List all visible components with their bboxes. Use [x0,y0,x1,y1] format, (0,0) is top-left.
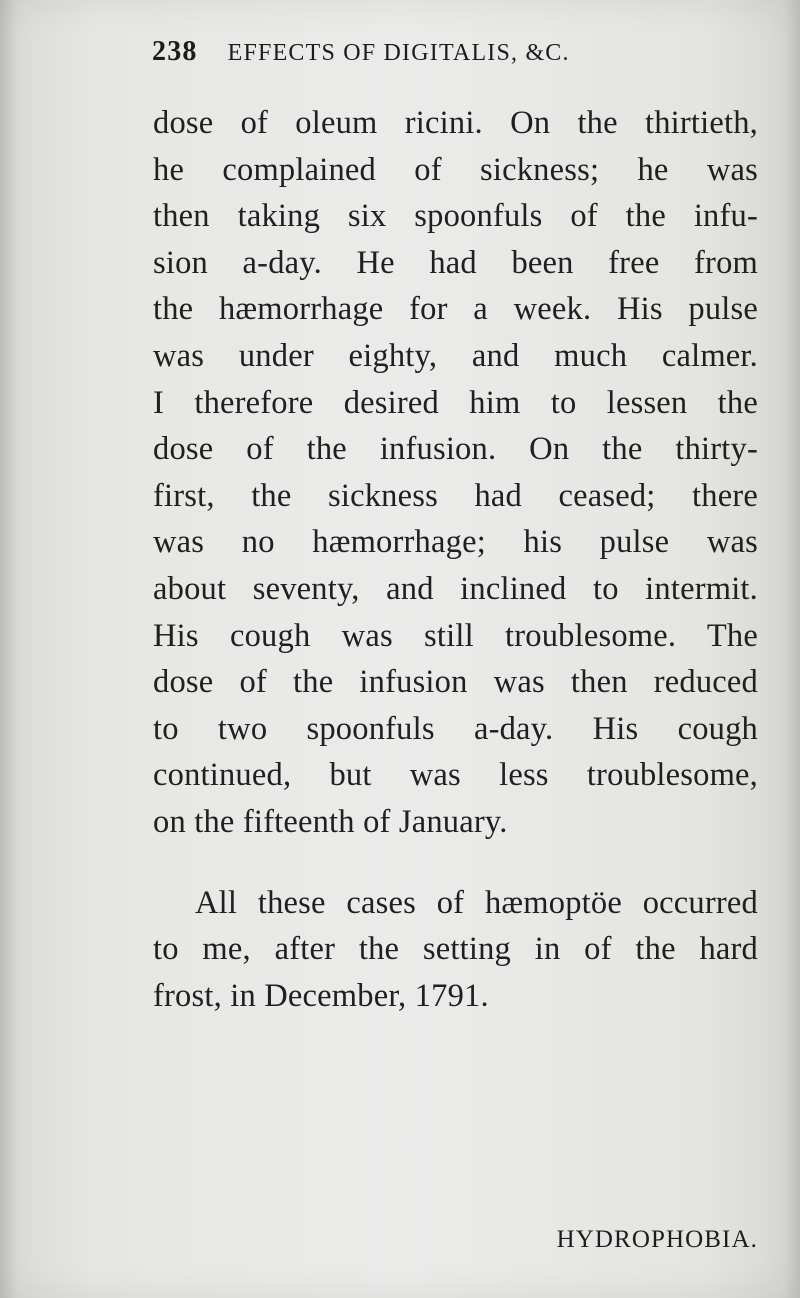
running-head [152,36,672,76]
text-line: he complained of sickness; he was [153,151,758,188]
text-line: continued, but was less troublesome, [153,757,758,794]
text-line: to two spoonfuls a-day. His cough [153,710,758,747]
right-page-shadow [784,0,800,1298]
page-number: 238 [152,36,198,67]
text-line: I therefore desired him to lessen the [153,384,758,421]
main-text [153,100,758,1019]
paragraph-2 [153,880,758,1020]
text-line: frost, in December, 1791. [153,977,489,1014]
text-line: His cough was still troublesome. The [153,617,758,654]
text-line: dose of oleum ricini. On the thirtieth, [153,105,758,141]
text-line: All these cases of hæmoptöe occurred [195,884,758,921]
text-line: was no hæmorrhage; his pulse was [153,524,758,561]
text-line: first, the sickness had ceased; there [153,477,758,514]
paragraph-spacer [153,846,758,880]
left-page-shadow [0,0,18,1298]
text-line: then taking six spoonfuls of the infu- [153,198,758,235]
paragraph-1 [153,100,758,846]
text-line: sion a-day. He had been free from [153,244,758,281]
text-line: was under eighty, and much calmer. [153,337,758,374]
text-line: the hæmorrhage for a week. His pulse [153,291,758,328]
text-line: dose of the infusion. On the thirty- [153,431,758,468]
catchword: HYDROPHOBIA. [556,1226,758,1253]
text-line: about seventy, and inclined to intermit. [153,570,758,607]
text-line: on the fifteenth of January. [153,803,508,840]
text-line: dose of the infusion was then reduced [153,664,758,701]
running-title: EFFECTS OF DIGITALIS, &C. [227,40,570,66]
text-line: to me, after the setting in of the hard [153,931,758,968]
